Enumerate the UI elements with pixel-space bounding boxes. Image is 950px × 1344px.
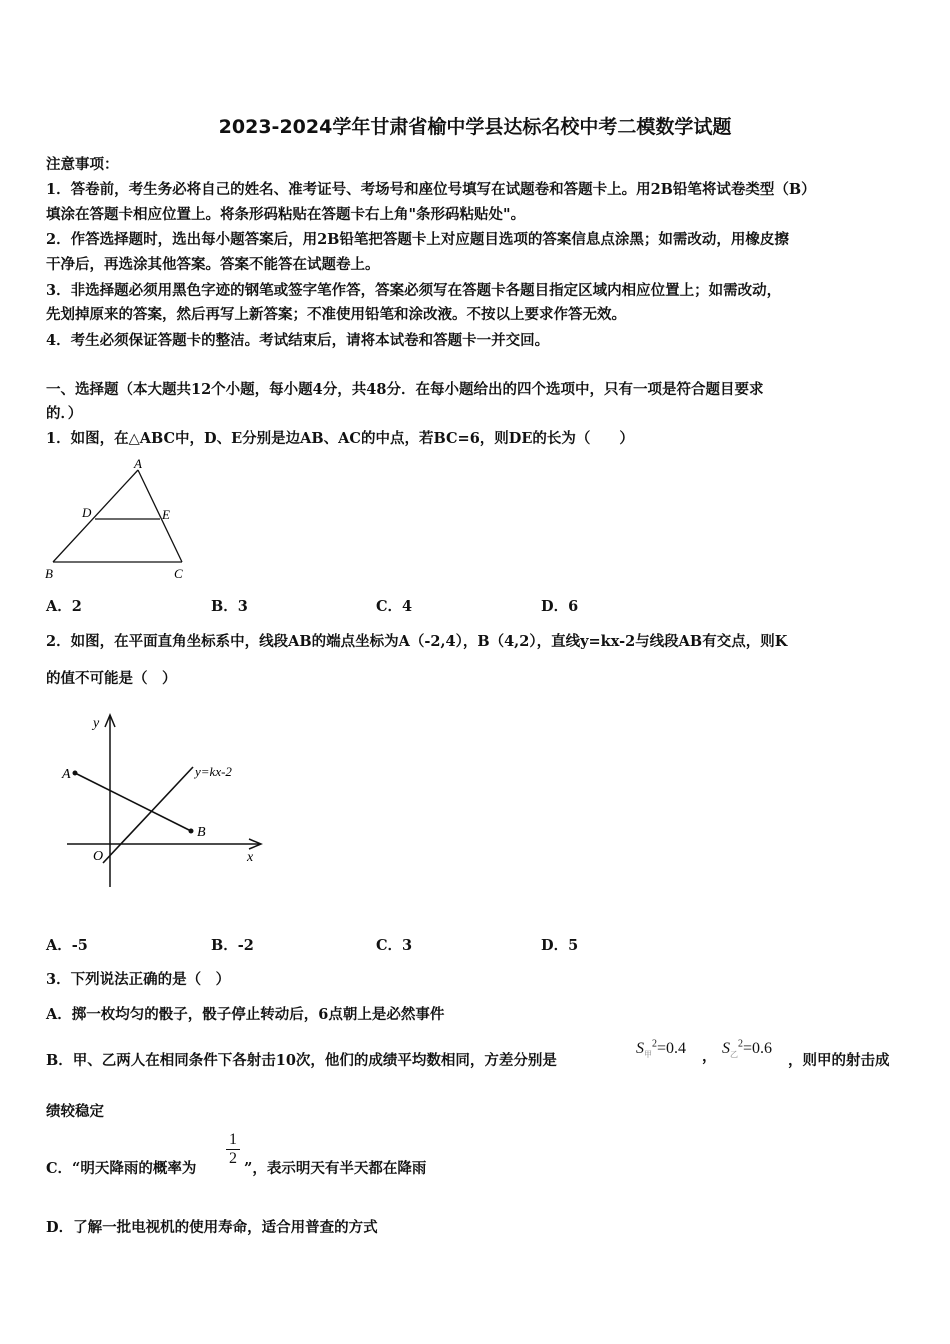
q2-option-c: C．3 bbox=[376, 937, 413, 954]
question-3-stem: 3．下列说法正确的是（ ） bbox=[46, 971, 231, 988]
section-heading-cont: 的．） bbox=[46, 405, 83, 422]
variance-jia bbox=[636, 1038, 686, 1060]
question-2-stem: 2．如图，在平面直角坐标系中，线段AB的端点坐标为A（-2,4），B（4,2），直线y=kx-2与线段AB有交点，则K bbox=[46, 633, 788, 650]
notice-line: 1．答卷前，考生务必将自己的姓名、准考证号、考场号和座位号填写在试题卷和答题卡上。用2B铅笔将试卷类型（B） bbox=[46, 181, 816, 198]
value-jia: =0.4 bbox=[657, 1040, 687, 1057]
q3-option-b-text-end: ，则甲的射击成 bbox=[788, 1052, 890, 1069]
subscript-jia: 甲 bbox=[644, 1050, 652, 1060]
notice-line: 先划掉原来的答案，然后再写上新答案；不准使用铅笔和涂改液。不按以上要求作答无效。 bbox=[46, 306, 626, 323]
label-line: y=kx-2 bbox=[195, 764, 232, 779]
q3-option-a: A．掷一枚均匀的骰子，骰子停止转动后，6点朝上是必然事件 bbox=[46, 1006, 445, 1023]
notice-line: 4．考生必须保证答题卡的整洁。考试结束后，请将本试卷和答题卡一并交回。 bbox=[46, 332, 550, 349]
q2-option-a: A．-5 bbox=[46, 937, 88, 954]
superscript: 2 bbox=[652, 1038, 657, 1050]
q1-option-d: D．6 bbox=[541, 598, 579, 615]
section-heading: 一、选择题（本大题共12个小题，每小题4分，共48分．在每小题给出的四个选项中，只有一项是符合题目要求 bbox=[46, 381, 764, 398]
label-a: A bbox=[62, 767, 71, 782]
q3-option-b-text: B．甲、乙两人在相同条件下各射击10次，他们的成绩平均数相同，方差分别是 bbox=[46, 1052, 557, 1069]
q3-option-d: D．了解一批电视机的使用寿命，适合用普查的方式 bbox=[46, 1219, 378, 1236]
notice-line: 填涂在答题卡相应位置上。将条形码粘贴在答题卡右上角"条形码粘贴处"。 bbox=[46, 206, 526, 223]
label-origin: O bbox=[93, 849, 104, 864]
fraction-numerator: 1 bbox=[229, 1131, 237, 1148]
comma: ， bbox=[702, 1048, 717, 1065]
notice-line: 2．作答选择题时，选出每小题答案后，用2B铅笔把答题卡上对应题目选项的答案信息点涂黑；如需改动，用橡皮擦 bbox=[46, 231, 789, 248]
s-symbol: S bbox=[636, 1040, 644, 1057]
q1-option-b: B．3 bbox=[211, 598, 248, 615]
label-y-axis: y bbox=[93, 716, 100, 731]
fraction-denominator: 2 bbox=[226, 1149, 240, 1168]
q2-option-b: B．-2 bbox=[211, 937, 254, 954]
notice-line: 3．非选择题必须用黑色字迹的钢笔或签字笔作答，答案必须写在答题卡各题目指定区域内相应位置上；如需改动， bbox=[46, 282, 782, 299]
label-x-axis: x bbox=[247, 850, 254, 865]
q1-option-a: A．2 bbox=[46, 598, 82, 615]
s-symbol: S bbox=[722, 1040, 730, 1057]
page-title: 2023-2024学年甘肃省榆中学县达标名校中考二模数学试题 bbox=[218, 116, 732, 138]
label-b: B bbox=[197, 825, 206, 840]
question-1-stem: 1．如图，在△ABC中，D、E分别是边AB、AC的中点，若BC=6，则DE的长为（ ） bbox=[46, 430, 634, 447]
q1-option-c: C．4 bbox=[376, 598, 413, 615]
q3-option-c-text-end: ”，表示明天有半天都在降雨 bbox=[244, 1160, 427, 1177]
fraction-one-half bbox=[226, 1131, 240, 1168]
label-a: A bbox=[134, 456, 142, 471]
notice-line: 干净后，再选涂其他答案。答案不能答在试题卷上。 bbox=[46, 256, 380, 273]
notice-heading: 注意事项： bbox=[46, 156, 119, 173]
question-2-stem-cont: 的值不可能是（ ） bbox=[46, 670, 177, 687]
triangle-figure bbox=[40, 455, 200, 585]
label-e: E bbox=[162, 507, 170, 522]
q2-option-d: D．5 bbox=[541, 937, 579, 954]
superscript: 2 bbox=[738, 1038, 743, 1050]
value-yi: =0.6 bbox=[743, 1040, 773, 1057]
q3-option-b-cont: 绩较稳定 bbox=[46, 1103, 104, 1120]
coordinate-figure bbox=[55, 705, 275, 895]
label-d: D bbox=[82, 505, 92, 520]
variance-yi bbox=[722, 1038, 772, 1060]
label-c: C bbox=[174, 566, 183, 581]
subscript-yi: 乙 bbox=[730, 1050, 738, 1060]
label-b: B bbox=[45, 566, 53, 581]
q3-option-c-text: C．“明天降雨的概率为 bbox=[46, 1160, 197, 1177]
